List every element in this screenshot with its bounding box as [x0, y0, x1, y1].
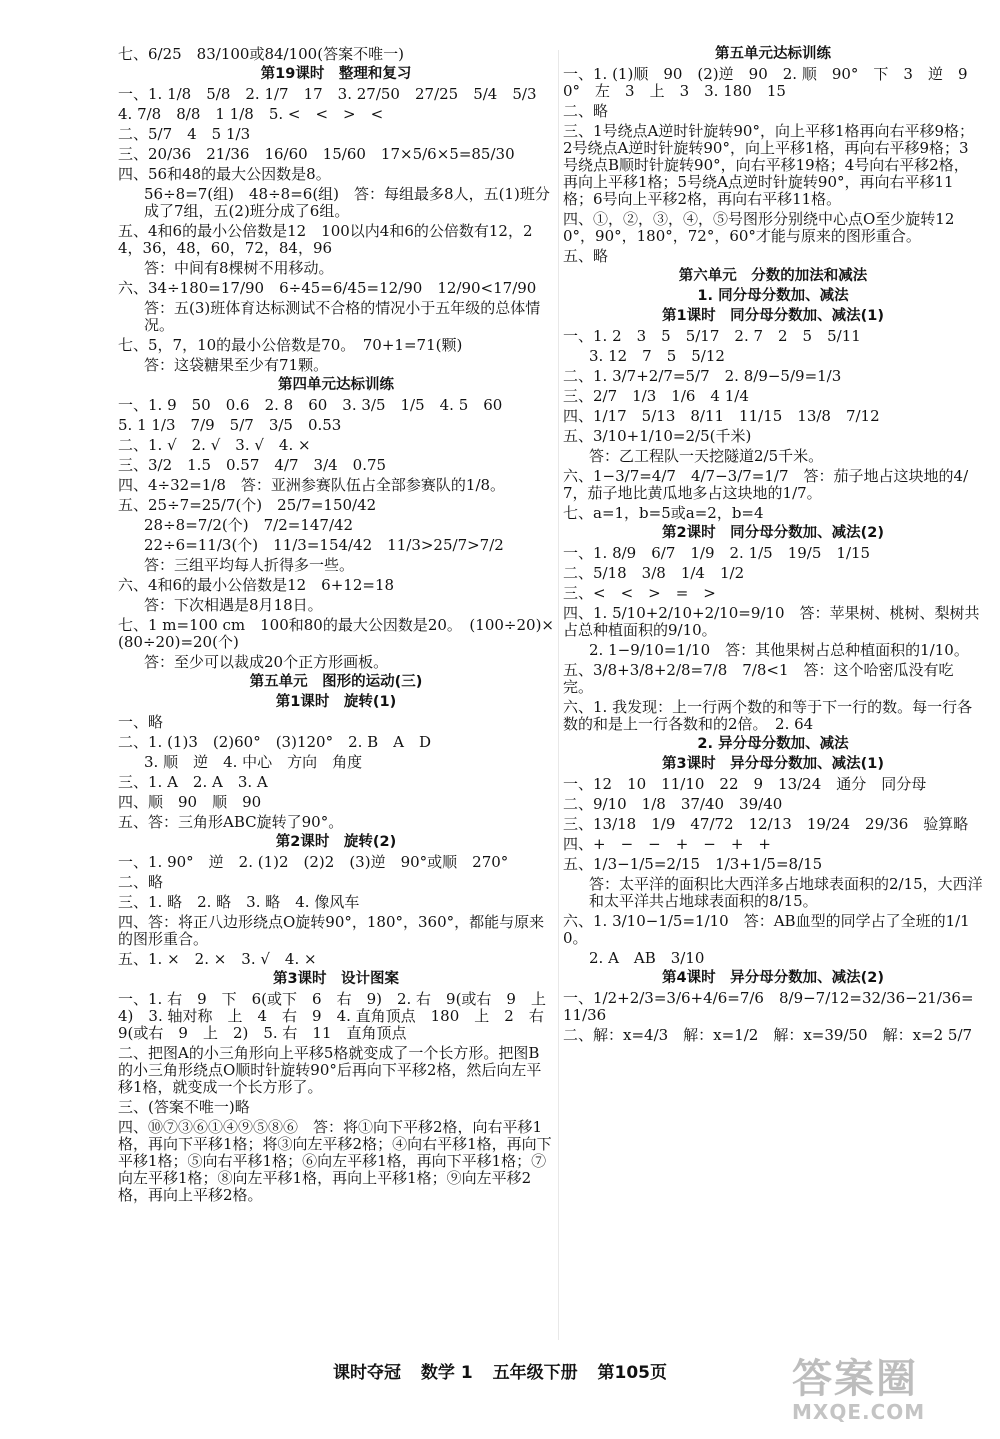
right-column — [563, 46, 983, 1047]
section-heading: 第2课时 同分母分数加、减法(2) — [662, 525, 884, 541]
answer-line: 答：中间有8棵树不用移动。 — [144, 259, 334, 277]
answer-line: 3. 12 7 5 5/12 — [589, 347, 725, 365]
answer-line: 六、1. 我发现：上一行两个数的和等于下一行的数。每一行各数的和是上一行各数和的2倍。 2. 64 — [563, 698, 973, 733]
answer-line: 三、13/18 1/9 47/72 12/13 19/24 29/36 验算略 — [563, 815, 969, 833]
answer-line: 四、顺 90 顺 90 — [118, 793, 262, 811]
section-heading: 第4课时 异分母分数加、减法(2) — [662, 970, 884, 986]
answer-line: 答：乙工程队一天挖隧道2/5千米。 — [589, 447, 824, 465]
answer-line: 二、1. 3/7+2/7=5/7 2. 8/9−5/9=1/3 — [563, 367, 842, 385]
answer-line: 一、略 — [118, 713, 164, 731]
section-heading: 第19课时 整理和复习 — [260, 66, 412, 82]
answer-line: 四、①，②，③，④，⑤号图形分别绕中心点O至少旋转120°，90°，180°，72°，60°才能与原来的图形重合。 — [563, 210, 955, 245]
answer-line: 答：太平洋的面积比大西洋多占地球表面积的2/15，大西洋和太平洋共占地球表面积的8/15。 — [589, 875, 983, 910]
watermark-en: MXQE.COM — [792, 1400, 926, 1424]
answer-line: 四、⑩⑦③⑥①④⑨⑤⑧⑥ 答：将①向下平移2格，向右平移1格，再向下平移1格；将③向左平移2格；④向右平移1格，再向下平移1格；⑤向右平移1格；⑥向左平移1格，再向下平移1格；⑦向左平移1格；⑧向左平移1格，再向上平移1格；⑨向左平移2格，再向上平移2格。 — [118, 1118, 552, 1204]
answer-line: 22÷6=11/3(个) 11/3=154/42 11/3>25/7>7/2 — [144, 536, 504, 554]
section-heading: 1. 同分母分数加、减法 — [697, 288, 849, 304]
answer-line: 二、略 — [563, 102, 609, 120]
footer-page-number: 第105页 — [597, 1363, 667, 1383]
answer-line: 三、1. A 2. A 3. A — [118, 773, 268, 791]
answer-line: 答：下次相遇是8月18日。 — [144, 596, 323, 614]
answer-line: 五、1/3−1/5=2/15 1/3+1/5=8/15 — [563, 855, 823, 873]
answer-line: 一、1. 90° 逆 2. (1)2 (2)2 (3)逆 90°或顺 270° — [118, 853, 509, 871]
answer-line: 3. 顺 逆 4. 中心 方向 角度 — [144, 753, 363, 771]
answer-line: 三、< < > = > — [563, 584, 716, 602]
answer-line: 一、1/2+2/3=3/6+4/6=7/6 8/9−7/12=32/36−21/36=11/36 — [563, 989, 974, 1024]
section-heading: 第3课时 设计图案 — [272, 971, 400, 987]
answer-line: 七、6/25 83/100或84/100(答案不唯一) — [118, 45, 404, 63]
answer-line: 一、1. 8/9 6/7 1/9 2. 1/5 19/5 1/15 — [563, 544, 871, 562]
watermark-cn: 答案圈 — [792, 1356, 918, 1402]
footer-subject: 数学 1 — [420, 1363, 473, 1383]
footer-grade: 五年级下册 — [492, 1363, 578, 1383]
answer-line: 2. 1−9/10=1/10 答：其他果树占总种植面积的1/10。 — [589, 641, 969, 659]
answer-line: 六、1−3/7=4/7 4/7−3/7=1/7 答：茄子地占这块地的4/7，茄子地比黄瓜地多占这块地的1/7。 — [563, 467, 969, 502]
footer-brand: 课时夺冠 — [332, 1363, 401, 1383]
section-heading: 第五单元达标训练 — [715, 46, 831, 62]
answer-line: 4. 7/8 8/8 1 1/8 5. < < > < — [118, 105, 384, 123]
answer-line: 三、20/36 21/36 16/60 15/60 17×5/6×5=85/30 — [118, 145, 515, 163]
answer-line: 答：这袋糖果至少有71颗。 — [144, 356, 329, 374]
answer-line: 六、1. 3/10−1/5=1/10 答：AB血型的同学占了全班的1/10。 — [563, 912, 970, 947]
answer-line: 三、(答案不唯一)略 — [118, 1098, 250, 1116]
answer-line: 六、34÷180=17/90 6÷45=6/45=12/90 12/90<17/90 — [118, 279, 537, 297]
section-heading: 第1课时 同分母分数加、减法(1) — [662, 308, 884, 324]
section-heading: 第五单元 图形的运动(三) — [249, 674, 423, 690]
answer-line: 三、2/7 1/3 1/6 4 1/4 — [563, 387, 749, 405]
answer-line: 四、1. 5/10+2/10+2/10=9/10 答：苹果树、桃树、梨树共占总种植面积的9/10。 — [563, 604, 980, 639]
column-divider — [558, 50, 559, 1340]
answer-line: 一、1. 右 9 下 6(或下 6 右 9) 2. 右 9(或右 9 上 4) 3. 轴对称 上 4 右 9 4. 直角顶点 180 上 2 右 9(或右 9 上 2) 5. 右 11 直角顶点 — [118, 990, 561, 1042]
section-heading: 第六单元 分数的加法和减法 — [678, 268, 868, 284]
answer-line: 一、1. 1/8 5/8 2. 1/7 17 3. 27/50 27/25 5/4 5/3 — [118, 85, 537, 103]
answer-line: 2. A AB 3/10 — [589, 949, 705, 967]
answer-line: 三、1. 略 2. 略 3. 略 4. 像风车 — [118, 893, 360, 911]
answer-line: 六、4和6的最小公倍数是12 6+12=18 — [118, 576, 395, 594]
answer-line: 一、1. (1)顺 90 (2)逆 90 2. 顺 90° 下 3 逆 90° 左 3 上 3 3. 180 15 — [563, 65, 968, 100]
answer-line: 二、9/10 1/8 37/40 39/40 — [563, 795, 783, 813]
answer-line: 二、1. √ 2. √ 3. √ 4. × — [118, 436, 311, 454]
answer-line: 五、1. × 2. × 3. √ 4. × — [118, 950, 317, 968]
answer-line: 五、25÷7=25/7(个) 25/7=150/42 — [118, 496, 377, 514]
section-heading: 第2课时 旋转(2) — [275, 834, 397, 850]
answer-line: 四、56和48的最大公因数是8。 — [118, 165, 331, 183]
answer-line: 四、4÷32=1/8 答：亚洲参赛队伍占全部参赛队的1/8。 — [118, 476, 506, 494]
answer-line: 四、+ − − + − + + — [563, 835, 771, 853]
answer-line: 二、把图A的小三角形向上平移5格就变成了一个长方形。把图B的小三角形绕点O顺时针旋转90°后再向下平移2格，然后向左平移1格，就变成一个长方形了。 — [118, 1044, 542, 1096]
answer-line: 二、略 — [118, 873, 164, 891]
answer-line: 答：至少可以裁成20个正方形画板。 — [144, 653, 389, 671]
answer-line: 七、a=1，b=5或a=2，b=4 — [563, 504, 764, 522]
answer-line: 五、3/8+3/8+2/8=7/8 7/8<1 答：这个哈密瓜没有吃完。 — [563, 661, 954, 696]
answer-line: 二、5/7 4 5 1/3 — [118, 125, 251, 143]
answer-line: 答：三组平均每人折得多一些。 — [144, 556, 355, 574]
answer-line: 二、5/18 3/8 1/4 1/2 — [563, 564, 745, 582]
answer-line: 一、1. 9 50 0.6 2. 8 60 3. 3/5 1/5 4. 5 60 — [118, 396, 503, 414]
answer-line: 56÷8=7(组) 48÷8=6(组) 答：每组最多8人，五(1)班分成了7组，五(2)班分成了6组。 — [144, 185, 550, 220]
answer-line: 五、略 — [563, 247, 609, 265]
section-heading: 2. 异分母分数加、减法 — [697, 736, 849, 752]
answer-line: 五、答：三角形ABC旋转了90°。 — [118, 813, 344, 831]
section-heading: 第1课时 旋转(1) — [275, 694, 397, 710]
section-heading: 第四单元达标训练 — [278, 377, 394, 393]
answer-line: 5. 1 1/3 7/9 5/7 3/5 0.53 — [118, 416, 342, 434]
answer-line: 七、5，7，10的最小公倍数是70。 70+1=71(颗) — [118, 336, 463, 354]
watermark-logo — [792, 1357, 982, 1427]
answer-line: 五、3/10+1/10=2/5(千米) — [563, 427, 752, 445]
answer-line: 三、1号绕点A逆时针旋转90°，向上平移1格再向右平移9格；2号绕点A逆时针旋转90°，向上平移1格，再向右平移9格；3号绕点B顺时针旋转90°，向右平移19格；4号向右平移2格，再向上平移1格；5号绕A点逆时针旋转90°，再向右平移11格；6号向上平移2格，再向右平移11格。 — [563, 122, 975, 208]
left-column — [118, 45, 561, 1207]
answer-line: 五、4和6的最小公倍数是12 100以内4和6的公倍数有12，24，36，48，60，72，84，96 — [118, 222, 533, 257]
answer-line: 七、1 m=100 cm 100和80的最大公因数是20。 (100÷20)×(80÷20)=20(个) — [118, 616, 554, 651]
answer-line: 答：五(3)班体育达标测试不合格的情况小于五年级的总体情况。 — [144, 299, 541, 334]
answer-line: 28÷8=7/2(个) 7/2=147/42 — [144, 516, 354, 534]
answer-line: 三、3/2 1.5 0.57 4/7 3/4 0.75 — [118, 456, 387, 474]
answer-line: 二、1. (1)3 (2)60° (3)120° 2. B A D — [118, 733, 432, 751]
answer-line: 一、1. 2 3 5 5/17 2. 7 2 5 5/11 — [563, 327, 861, 345]
answer-line: 四、答：将正八边形绕点O旋转90°，180°，360°，都能与原来的图形重合。 — [118, 913, 545, 948]
answer-line: 一、12 10 11/10 22 9 13/24 通分 同分母 — [563, 775, 927, 793]
answer-line: 四、1/17 5/13 8/11 11/15 13/8 7/12 — [563, 407, 880, 425]
answer-line: 二、解：x=4/3 解：x=1/2 解：x=39/50 解：x=2 5/7 — [563, 1026, 973, 1044]
section-heading: 第3课时 异分母分数加、减法(1) — [662, 756, 884, 772]
